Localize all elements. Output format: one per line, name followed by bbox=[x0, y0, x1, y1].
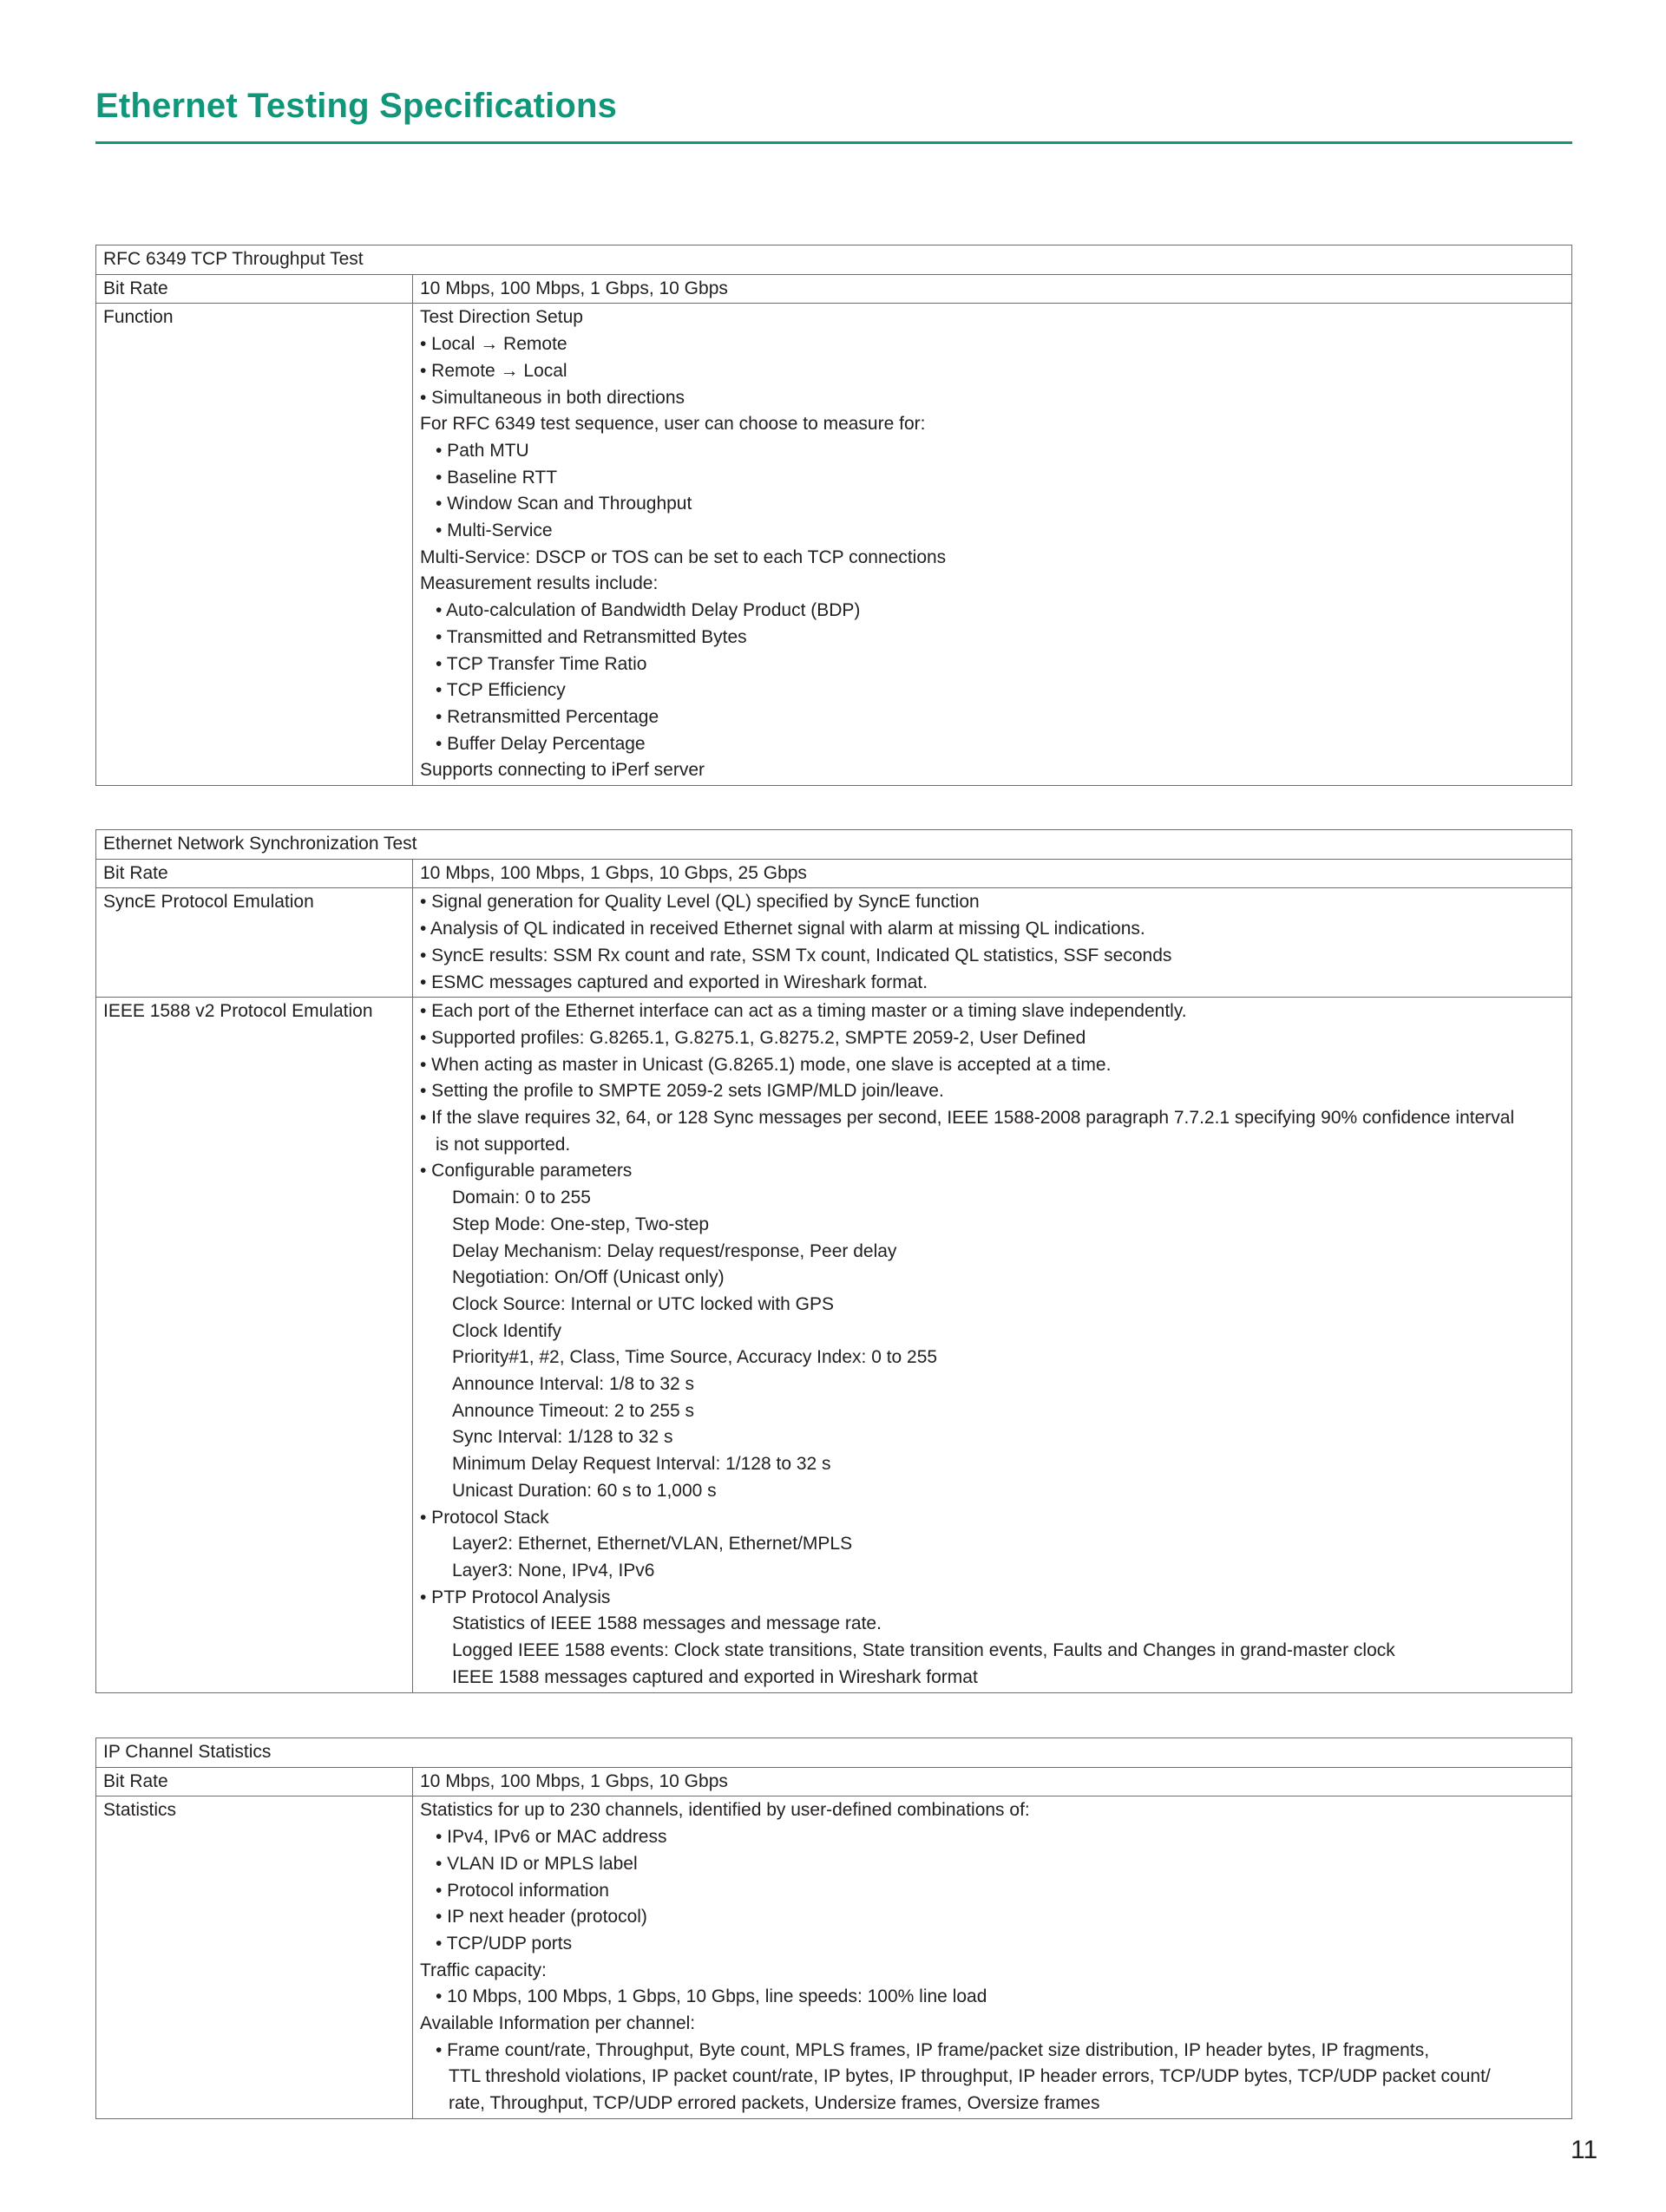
spec-line: • Setting the profile to SMPTE 2059-2 sets IGMP/MLD join/leave. bbox=[420, 1081, 944, 1102]
row-label: Statistics bbox=[96, 1796, 413, 2118]
spec-line: rate, Throughput, TCP/UDP errored packets, Undersize frames, Oversize frames bbox=[449, 2093, 1100, 2114]
spec-line: • Configurable parameters bbox=[420, 1161, 633, 1181]
table-row bbox=[96, 1796, 1572, 2118]
row-label: Bit Rate bbox=[96, 859, 413, 888]
spec-line: Domain: 0 to 255 bbox=[452, 1188, 591, 1208]
spec-line: • PTP Protocol Analysis bbox=[420, 1587, 611, 1607]
table-heading: RFC 6349 TCP Throughput Test bbox=[96, 245, 1572, 275]
spec-line: Step Mode: One-step, Two-step bbox=[452, 1214, 710, 1234]
spec-line: • Window Scan and Throughput bbox=[436, 494, 692, 514]
spec-line: Supports connecting to iPerf server bbox=[420, 760, 705, 781]
row-label: IEEE 1588 v2 Protocol Emulation bbox=[96, 998, 413, 1692]
spec-line: • Path MTU bbox=[436, 440, 529, 461]
table-row bbox=[96, 859, 1572, 888]
spec-line: Layer2: Ethernet, Ethernet/VLAN, Ethernet/MPLS bbox=[452, 1534, 853, 1554]
row-label: Bit Rate bbox=[96, 274, 413, 304]
spec-line: Minimum Delay Request Interval: 1/128 to 32 s bbox=[452, 1454, 831, 1475]
row-label: SyncE Protocol Emulation bbox=[96, 888, 413, 998]
spec-line: Clock Identify bbox=[452, 1320, 562, 1341]
spec-line: Announce Interval: 1/8 to 32 s bbox=[452, 1374, 695, 1395]
table-heading: IP Channel Statistics bbox=[96, 1738, 1572, 1768]
spec-line: • 10 Mbps, 100 Mbps, 1 Gbps, 10 Gbps, line speeds: 100% line load bbox=[436, 1986, 987, 2007]
spec-line: • Transmitted and Retransmitted Bytes bbox=[436, 626, 747, 647]
spec-line: is not supported. bbox=[436, 1134, 571, 1155]
spec-line: Statistics for up to 230 channels, identified by user-defined combinations of: bbox=[420, 1800, 1030, 1821]
spec-line: Traffic capacity: bbox=[420, 1960, 547, 1980]
spec-line: • Each port of the Ethernet interface can act as a timing master or a timing slave independently. bbox=[420, 1001, 1187, 1022]
row-content bbox=[413, 998, 1572, 1692]
spec-line: • TCP Efficiency bbox=[436, 680, 566, 701]
spec-line: • Multi-Service bbox=[436, 520, 553, 541]
row-content bbox=[413, 888, 1572, 998]
spec-line: Logged IEEE 1588 events: Clock state transitions, State transition events, Faults and Changes in grand-master clock bbox=[452, 1640, 1395, 1661]
table-body bbox=[96, 1738, 1572, 2119]
spec-line: • Local → Remote bbox=[420, 334, 567, 355]
spec-line: • IP next header (protocol) bbox=[436, 1907, 647, 1927]
row-content bbox=[413, 1767, 1572, 1796]
spec-line: • IPv4, IPv6 or MAC address bbox=[436, 1827, 667, 1848]
spec-line: For RFC 6349 test sequence, user can choose to measure for: bbox=[420, 414, 926, 435]
table-heading-row bbox=[96, 245, 1572, 275]
spec-line: • Retransmitted Percentage bbox=[436, 706, 659, 727]
spec-line: • TCP Transfer Time Ratio bbox=[436, 653, 647, 674]
row-content bbox=[413, 1796, 1572, 2118]
spec-line: • VLAN ID or MPLS label bbox=[436, 1853, 638, 1874]
spec-line: Measurement results include: bbox=[420, 573, 659, 594]
spec-line: • Protocol Stack bbox=[420, 1507, 549, 1528]
spec-line: • Protocol information bbox=[436, 1880, 609, 1901]
table-row bbox=[96, 1767, 1572, 1796]
row-content bbox=[413, 859, 1572, 888]
spec-line: • When acting as master in Unicast (G.8265.1) mode, one slave is accepted at a time. bbox=[420, 1054, 1112, 1075]
spec-line: 10 Mbps, 100 Mbps, 1 Gbps, 10 Gbps bbox=[420, 278, 728, 298]
spec-line: Clock Source: Internal or UTC locked with GPS bbox=[452, 1293, 834, 1314]
spec-line: Negotiation: On/Off (Unicast only) bbox=[452, 1267, 725, 1288]
spec-line: • Frame count/rate, Throughput, Byte count, MPLS frames, IP frame/packet size distribution, IP header bytes, IP fragments, bbox=[436, 2039, 1430, 2060]
spec-line: Layer3: None, IPv4, IPv6 bbox=[452, 1560, 655, 1580]
spec-line: 10 Mbps, 100 Mbps, 1 Gbps, 10 Gbps bbox=[420, 1770, 728, 1791]
title-divider bbox=[95, 141, 1572, 144]
spec-line: • ESMC messages captured and exported in Wireshark format. bbox=[420, 972, 928, 992]
spec-line: • If the slave requires 32, 64, or 128 Sync messages per second, IEEE 1588-2008 paragraph 7.7.2.1 specifying 90% confidence interval bbox=[420, 1108, 1515, 1129]
network-synchronization-table bbox=[95, 829, 1572, 1693]
spec-line: Sync Interval: 1/128 to 32 s bbox=[452, 1427, 673, 1448]
spec-line: IEEE 1588 messages captured and exported in Wireshark format bbox=[452, 1666, 978, 1687]
table-heading: Ethernet Network Synchronization Test bbox=[96, 830, 1572, 860]
spec-line: • Baseline RTT bbox=[436, 467, 558, 488]
spec-line: TTL threshold violations, IP packet count/rate, IP bytes, IP throughput, IP header errors, TCP/UDP bytes, TCP/UDP packet count/ bbox=[449, 2066, 1491, 2087]
table-row bbox=[96, 304, 1572, 786]
page-number: 11 bbox=[1571, 2136, 1598, 2164]
row-label: Function bbox=[96, 304, 413, 786]
spec-line: Delay Mechanism: Delay request/response, Peer delay bbox=[452, 1240, 897, 1261]
spec-line: • Buffer Delay Percentage bbox=[436, 733, 646, 754]
table-heading-row bbox=[96, 830, 1572, 860]
spec-line: • Signal generation for Quality Level (QL) specified by SyncE function bbox=[420, 892, 980, 913]
table-body bbox=[96, 830, 1572, 1693]
table-row bbox=[96, 888, 1572, 998]
table-body bbox=[96, 245, 1572, 786]
spec-line: • Auto-calculation of Bandwidth Delay Product (BDP) bbox=[436, 600, 861, 621]
spec-line: • Simultaneous in both directions bbox=[420, 387, 685, 408]
spec-line: Priority#1, #2, Class, Time Source, Accuracy Index: 0 to 255 bbox=[452, 1347, 938, 1368]
spec-line: • TCP/UDP ports bbox=[436, 1933, 573, 1953]
ip-channel-statistics-table bbox=[95, 1738, 1572, 2119]
spec-line: • SyncE results: SSM Rx count and rate, SSM Tx count, Indicated QL statistics, SSF seconds bbox=[420, 945, 1172, 965]
spec-line: Test Direction Setup bbox=[420, 307, 583, 328]
table-row bbox=[96, 274, 1572, 304]
spec-line: • Supported profiles: G.8265.1, G.8275.1, G.8275.2, SMPTE 2059-2, User Defined bbox=[420, 1027, 1086, 1048]
spec-line: • Analysis of QL indicated in received Ethernet signal with alarm at missing QL indications. bbox=[420, 919, 1145, 939]
spec-line: Available Information per channel: bbox=[420, 2013, 696, 2034]
row-content bbox=[413, 304, 1572, 786]
spec-line: Multi-Service: DSCP or TOS can be set to each TCP connections bbox=[420, 546, 947, 567]
spec-line: Statistics of IEEE 1588 messages and message rate. bbox=[452, 1613, 882, 1634]
spec-line: 10 Mbps, 100 Mbps, 1 Gbps, 10 Gbps, 25 Gbps bbox=[420, 862, 807, 883]
row-label: Bit Rate bbox=[96, 1767, 413, 1796]
table-heading-row bbox=[96, 1738, 1572, 1768]
rfc6349-tcp-throughput-table bbox=[95, 245, 1572, 786]
spec-line: Announce Timeout: 2 to 255 s bbox=[452, 1400, 695, 1421]
row-content bbox=[413, 274, 1572, 304]
page-title: Ethernet Testing Specifications bbox=[95, 87, 618, 125]
spec-line: • Remote → Local bbox=[420, 360, 567, 381]
table-row bbox=[96, 998, 1572, 1692]
spec-line: Unicast Duration: 60 s to 1,000 s bbox=[452, 1480, 717, 1501]
